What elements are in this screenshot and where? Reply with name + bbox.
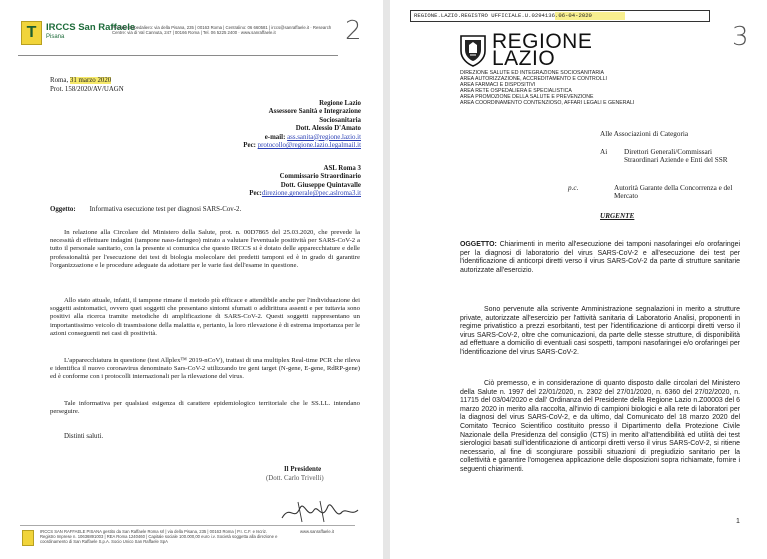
body-paragraph: Ciò premesso, e in considerazione di quanto disposto dalle circolari del Ministero della Salute n. 1997 del 22/01/2020, n. 2302 del 27/01/2020, n. 6360 del 27/02/2020, n. 11715 del 03/04/2020 e dall' Ordinanza del Presidente della Regione Lazio n.Z00003 del 6 marzo 2020 in merito alla raccolta, all'invio di campioni biologici e alla rete di laboratori per la diagnosi del virus SARS-CoV-2, e da ultimo, dal Comunicato del 18 marzo 2020 del Comitato Tecnico Scientifico costituito presso il Dipartimento della Protezione Civile Nazionale della Presidenza del consiglio (CTS) in merito all'attendibilità ed utilità dei test sierologici basati sull'identificazione di anticorpi diretti verso il virus SARS-CoV-2, si ritiene necessario, al fine di scongiurare possibili situazioni di pregiudizio sanitario per la collettività e garantire l'omogenea applicazione delle disposizioni sopra richiamate, fornire i seguenti chiarimenti. bbox=[460, 380, 740, 473]
page-number: 1 bbox=[736, 518, 740, 525]
subject-label: OGGETTO: bbox=[460, 241, 497, 248]
department-line: DIREZIONE SALUTE ED INTEGRAZIONE SOCIOSANITARIA bbox=[460, 70, 605, 76]
signature-title: Il Presidente bbox=[284, 466, 322, 473]
department-line: AREA AUTORIZZAZIONE, ACCREDITAMENTO E CONTROLLI bbox=[460, 75, 607, 82]
urgent-label: URGENTE bbox=[600, 212, 635, 220]
department-line: AREA PROMOZIONE DELLA SALUTE E PREVENZIONE bbox=[460, 93, 594, 100]
registry-text: REGIONE.LAZIO.REGISTRO UFFICIALE.U.0294136.06-04-2020 bbox=[414, 12, 592, 19]
department-line: AREA FARMACI E DISPOSITIVI bbox=[460, 81, 536, 88]
body-paragraph: Sono pervenute alla scrivente Amministrazione segnalazioni in merito a strutture private, autorizzate all'esercizio per l'attività sanitaria di Laboratorio Analisi, proponenti in regime privatistico a prezzi esorbitanti, test per l'identificazione di anticorpi diretti verso il virus SARS-CoV-2, oltre che comunicazioni, da parte delle stesse strutture, di disponibilità ad effettuare a domicilio di eventuali casi sospetti, tamponi nasofaringei e/o orofaringei per l'identificazione del virus SARS-CoV-2. bbox=[460, 306, 740, 356]
recipient-pec: Pec: protocollo@regione.lazio.legalmail.it bbox=[243, 142, 361, 150]
letter-page-irccs bbox=[0, 0, 383, 559]
addressee-ai-label: Ai bbox=[600, 148, 608, 156]
recipient-pec-asl: Pec:direzione.generale@pec.aslroma3.it bbox=[249, 190, 361, 198]
page-gutter bbox=[383, 0, 390, 559]
greeting: Distinti saluti. bbox=[64, 433, 104, 440]
recipient-block-regione bbox=[141, 100, 361, 150]
irccs-logo-icon: T bbox=[21, 21, 42, 45]
pec-asl-link[interactable]: direzione.generale@pec.aslroma3.it bbox=[261, 190, 361, 198]
body-paragraph: In relazione alla Circolare del Ministero della Salute, prot. n. 00D7865 del 25.03.2020, che prevede la necessità di effettuare indagini (tampone naso-faringeo) mirato a valutare l'eventuale positività per SARS-CoV-2 a tutto il personale sanitario, con la presente si comunica che questo IRCCS si è dotato delle apparecchiature e delle professionalità per l'esecuzione dei test di biologia molecolare dei predetti tamponi ed è in grado di garantire l'organizzazione e le procedure adeguate da adottare per le varie fasi dell'esame in questione. bbox=[50, 229, 360, 269]
letter-page-regione bbox=[390, 0, 767, 559]
handwritten-page-number: 3 bbox=[732, 22, 749, 52]
signature-scribble-icon bbox=[280, 498, 360, 524]
header-address: Presidio Ospedaliero: via della Pisana, 235 | 00163 Roma | Centralino: 06 660581 | irccs@sanraffaele.it · Research Centre: via di Val Cannuta, 247 | 00166 Roma | Tel. 06 5225 2400 · www.sanraffaele.it bbox=[112, 25, 332, 36]
recipient-line: Commissario Straordinario bbox=[279, 173, 361, 181]
email-link[interactable]: ass.sanita@regione.lazio.it bbox=[287, 133, 361, 141]
irccs-logo-name: IRCCS San Raffaele bbox=[46, 22, 136, 33]
handwritten-page-number: 2 bbox=[345, 16, 362, 46]
header-divider bbox=[18, 55, 338, 56]
footer-website: www.sanraffaele.it bbox=[300, 529, 334, 534]
footer-legal-text: IRCCS SAN RAFFAELE PISANA gestito da San Raffaele Roma srl | via della Pisana, 235 | 00163 Roma | P.I. C.F. e Iscriz. Registro Imprese n. 10636891003 | REA Roma 1240460 | Capitale sociale 100.000,00 euro i.v. Società soggetta alla direzione e coordinamento di San Raffaele S.p.A. Socio Unico San Raffaele SpA bbox=[40, 529, 278, 544]
subject-paragraph bbox=[460, 241, 740, 275]
place-date-prefix: Roma, bbox=[50, 77, 70, 84]
footer-divider bbox=[20, 525, 355, 526]
irccs-logo-sub: Pisana bbox=[46, 34, 65, 40]
recipient-email: e-mail: ass.sanita@regione.lazio.it bbox=[264, 133, 361, 141]
body-paragraph: L'apparecchiatura in questione (test Allplex™ 2019-nCoV), trattasi di una multiplex Real-time PCR che rileva e identifica il nuovo coronavirus denominato Sars-CoV-2 utilizzando tre geni target (N-gene, E-gene, RdRP-gene) ed è conforme con i protocolli internazionali per la rilevazione del virus. bbox=[50, 357, 360, 381]
recipient-line: Dott. Alessio D'Amato bbox=[295, 125, 361, 133]
place-date bbox=[50, 77, 111, 85]
footer-logo-icon bbox=[22, 530, 34, 546]
protocol-number: Prot. 158/2020/AV/UAGN bbox=[50, 86, 124, 93]
subject-label: Oggetto: bbox=[50, 206, 76, 213]
body-paragraph: Tale informativa per qualsiasi esigenza di carattere epidemiologico territoriale che le SS.LL. intendano perseguire. bbox=[50, 400, 360, 416]
department-list bbox=[460, 71, 750, 106]
recipient-block-asl bbox=[141, 165, 361, 199]
addressee-associations: Alle Associazioni di Categoria bbox=[600, 130, 689, 138]
regione-emblem-icon bbox=[458, 33, 488, 67]
region-name: REGIONE LAZIO bbox=[492, 30, 593, 70]
subject-text: Chiarimenti in merito all'esecuzione dei tamponi nasofaringei e/o orofaringei per la diagnosi di laboratorio del virus SARS-CoV-2 e all'esecuzione dei test per l'identificazione di anticorpi diretti verso il virus SARS-CoV-2 da parte di strutture sanitarie autorizzate all'esercizio. bbox=[460, 241, 740, 274]
place-date-highlight: 31 marzo 2020 bbox=[69, 77, 112, 84]
pc-label: p.c. bbox=[568, 184, 579, 192]
recipient-line: Regione Lazio bbox=[319, 100, 361, 107]
recipient-line: Dott. Giuseppe Quintavalle bbox=[280, 181, 361, 189]
recipient-line: Sociosanitaria bbox=[319, 116, 361, 124]
addressee-ai-text: Direttori Generali/Commissari Straordinari Aziende e Enti del SSR bbox=[624, 148, 728, 165]
pec-link[interactable]: protocollo@regione.lazio.legalmail.it bbox=[257, 142, 361, 150]
subject-line bbox=[50, 206, 241, 214]
recipient-line: ASL Roma 3 bbox=[323, 165, 361, 172]
recipient-line: Assessore Sanità e Integrazione bbox=[268, 108, 361, 116]
department-line: AREA COORDINAMENTO CONTENZIOSO, AFFARI LEGALI E GENERALI bbox=[460, 99, 635, 106]
registry-stamp bbox=[410, 10, 710, 22]
pc-text: Autorità Garante della Concorrenza e del Mercato bbox=[614, 184, 733, 201]
department-line: AREA RETE OSPEDALIERA E SPECIALISTICA bbox=[460, 87, 572, 94]
signature-name: (Dott. Carlo Trivelli) bbox=[266, 475, 324, 482]
subject-text: Informativa esecuzione test per diagnosi SARS-Cov-2. bbox=[89, 206, 242, 213]
body-paragraph: Allo stato attuale, infatti, il tampone rimane il metodo più efficace e attendibile anche per l'individuazione dei soggetti asintomatici, ovvero quei soggetti che presentano sintomi sfumati o addirittura assenti e per tuttavia sono positivi alla ricerca tramite metodiche di amplificazione di SARS-CoV-2. Questi soggetti rappresentano un importantissimo veicolo di trasmissione della malattia e, pertanto, la loro rilevazione è di estrema importanza per le azioni conseguenti nei casi di positività. bbox=[50, 297, 360, 337]
